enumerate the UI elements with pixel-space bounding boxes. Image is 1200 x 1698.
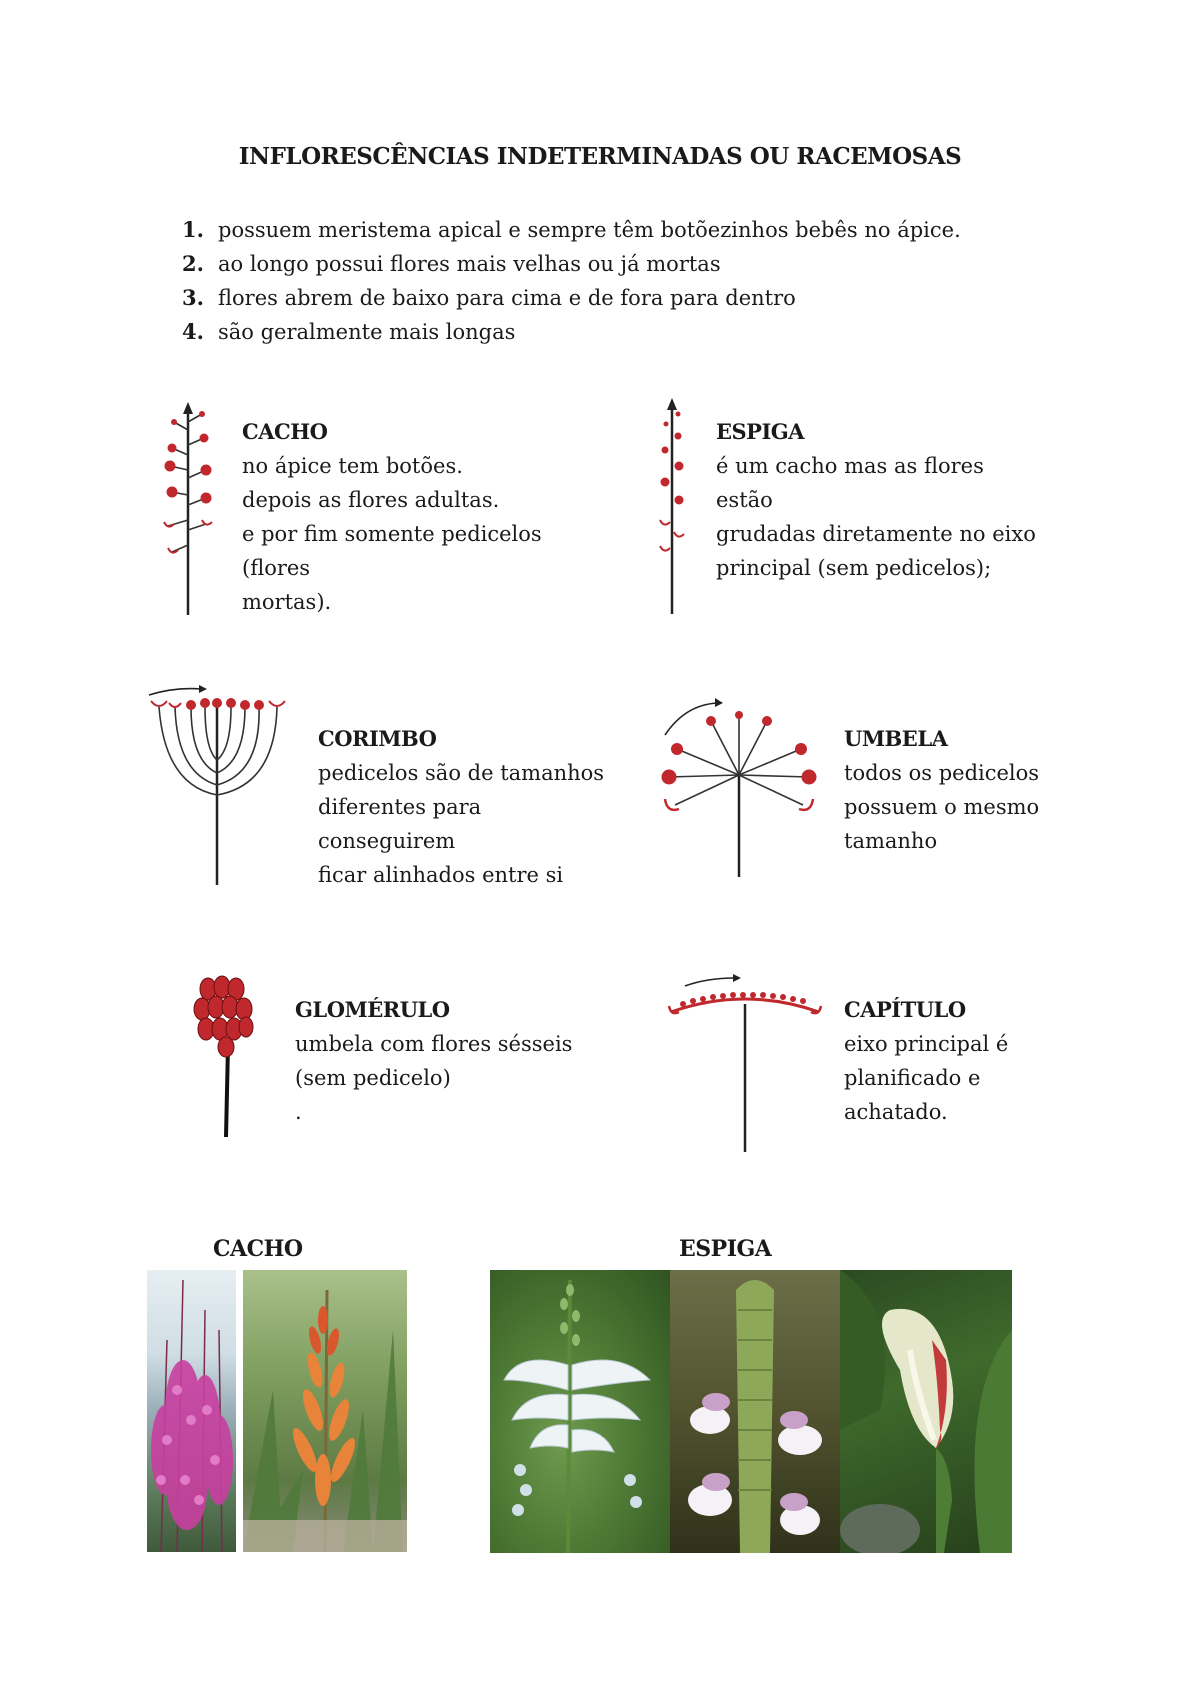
cacho-heading: CACHO [242, 419, 328, 444]
characteristics-list [182, 213, 961, 349]
espiga-photo-white-flowers [490, 1270, 670, 1553]
list-item: 3. flores abrem de baixo para cima e de fora para dentro [182, 285, 796, 310]
glomerulo-heading: GLOMÉRULO [295, 997, 450, 1022]
capitulo-diagram [665, 970, 825, 1155]
umbela-heading: UMBELA [844, 726, 948, 751]
espiga-photo-spathe [840, 1270, 1012, 1553]
cacho-description: CACHO no ápice tem botões. depois as flores adultas. e por fim somente pedicelos (flores mortas). [242, 415, 602, 619]
capitulo-heading: CAPÍTULO [844, 997, 966, 1022]
umbela-description: UMBELA todos os pedicelos possuem o mesmo tamanho [844, 722, 1064, 858]
capitulo-description: CAPÍTULO eixo principal é planificado e achatado. [844, 993, 1064, 1129]
espiga-heading: ESPIGA [716, 419, 805, 444]
espiga-photo-green-spike [670, 1270, 840, 1553]
list-item: 1. possuem meristema apical e sempre têm botõezinhos bebês no ápice. [182, 217, 961, 242]
glomerulo-description: GLOMÉRULO umbela com flores sésseis (sem pedicelo) . [295, 993, 595, 1129]
glomerulo-diagram [190, 975, 270, 1140]
umbela-diagram [655, 695, 835, 880]
espiga-description: ESPIGA é um cacho mas as flores estão grudadas diretamente no eixo principal (sem pedicelos); [716, 415, 1046, 585]
cacho-photos-label: CACHO [213, 1236, 303, 1262]
corimbo-heading: CORIMBO [318, 726, 437, 751]
espiga-diagram [650, 396, 690, 616]
cacho-diagram [150, 400, 220, 620]
corimbo-description: CORIMBO pedicelos são de tamanhos diferentes para conseguirem ficar alinhados entre si [318, 722, 618, 892]
corimbo-diagram [145, 685, 300, 890]
page-title: INFLORESCÊNCIAS INDETERMINADAS OU RACEMOSAS [238, 143, 962, 170]
cacho-photo-aloe [243, 1270, 407, 1552]
list-item: 4. são geralmente mais longas [182, 319, 516, 344]
cacho-photo-fireweed [147, 1270, 236, 1552]
list-item: 2. ao longo possui flores mais velhas ou já mortas [182, 251, 721, 276]
espiga-photos-label: ESPIGA [679, 1236, 772, 1262]
